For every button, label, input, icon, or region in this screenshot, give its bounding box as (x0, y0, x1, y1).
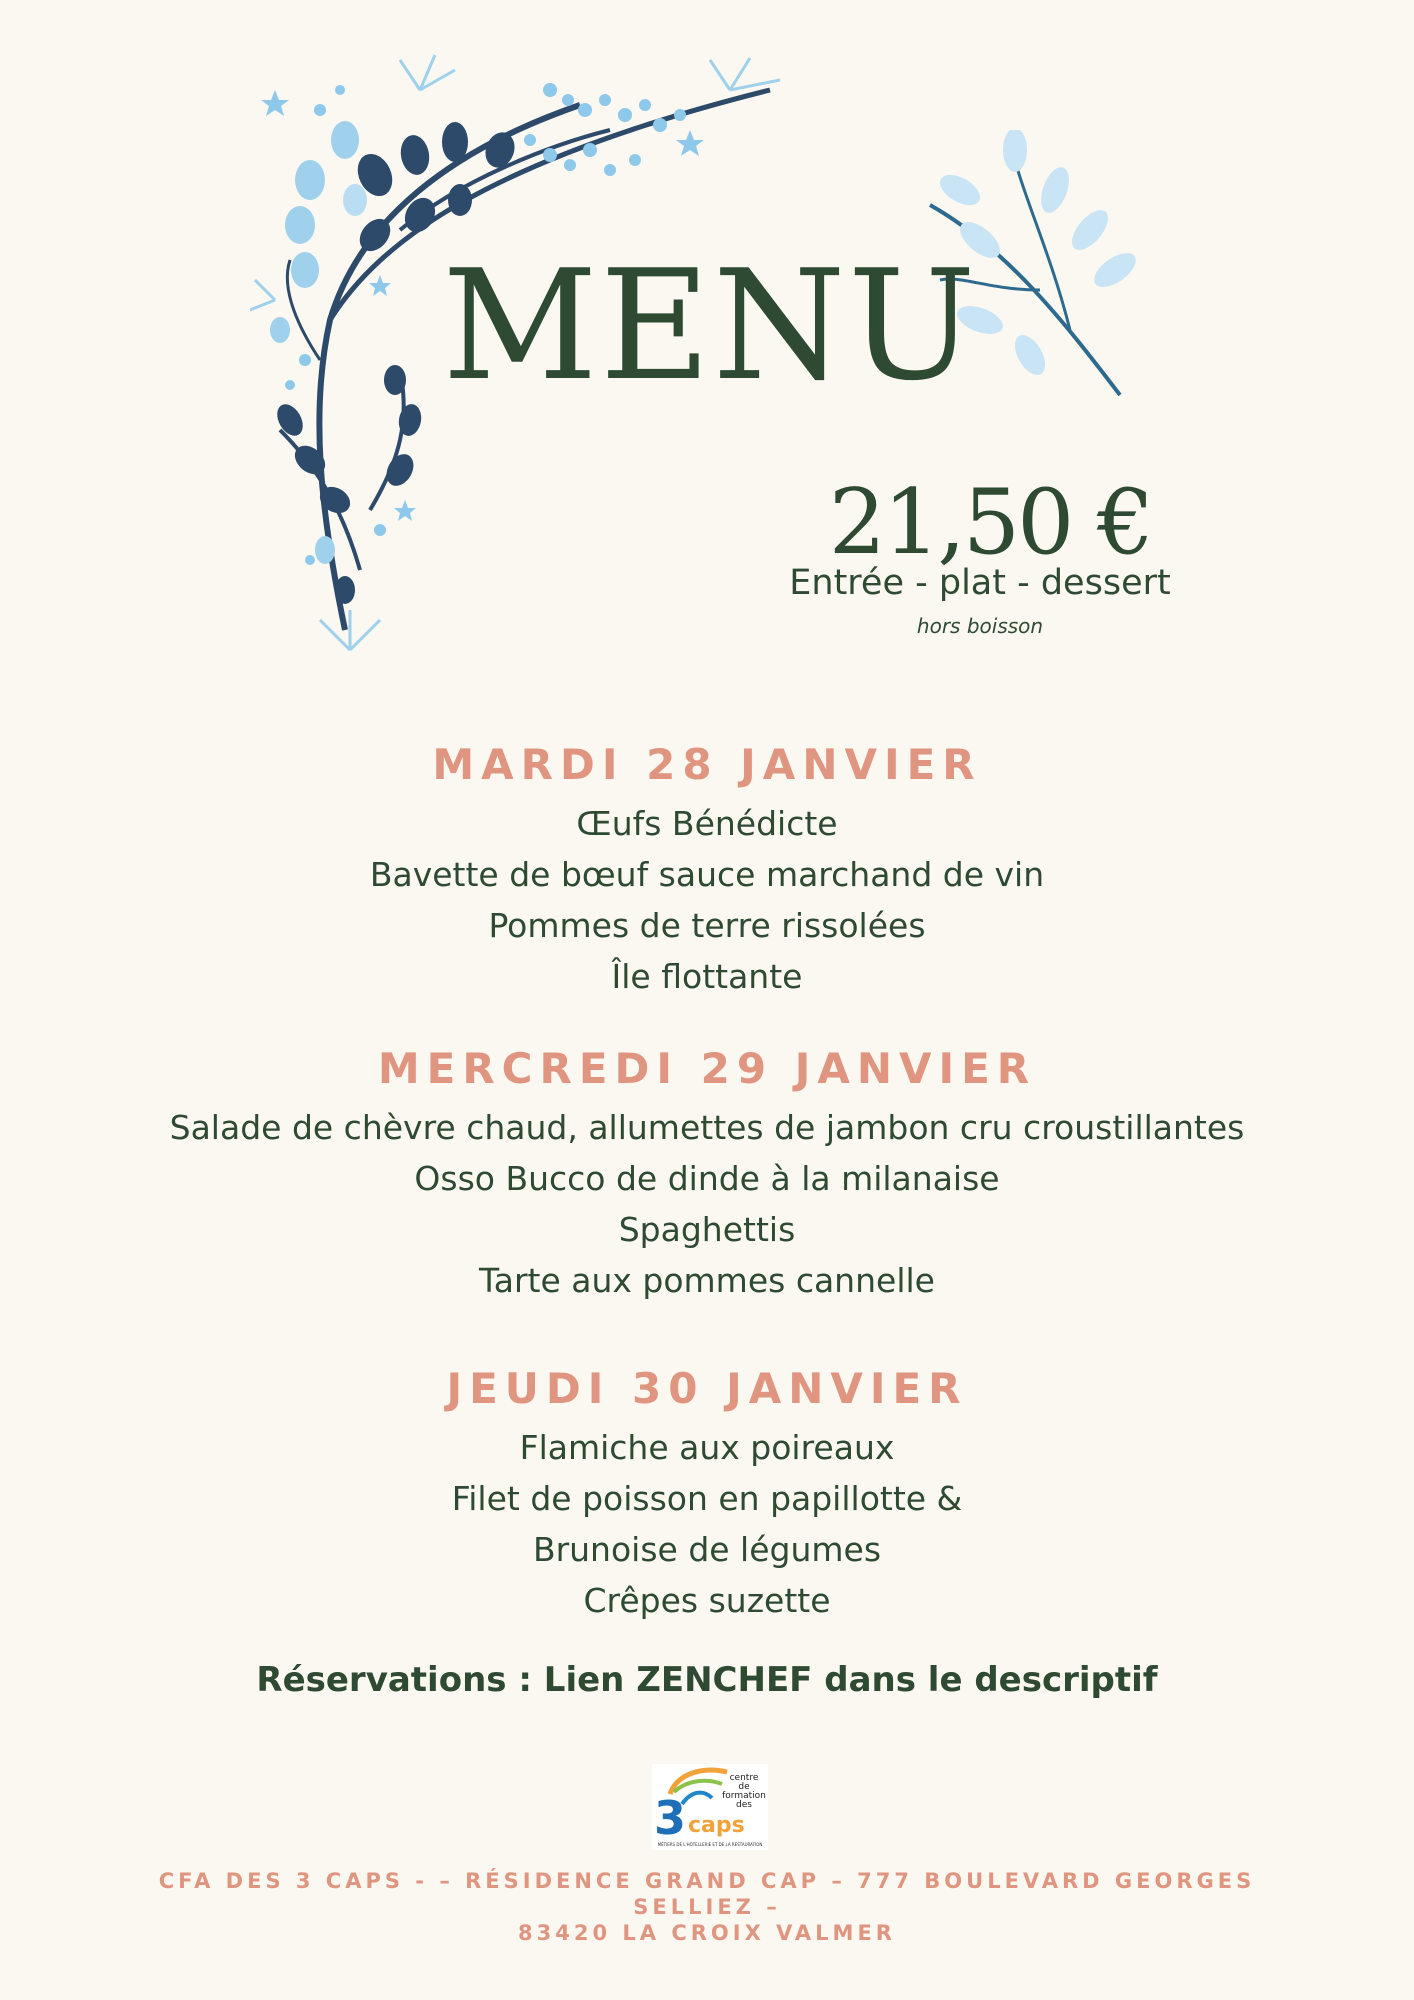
dish-item: Tarte aux pommes cannelle (479, 1261, 935, 1301)
svg-text:caps: caps (688, 1813, 745, 1838)
day-title: MARDI 28 JANVIER (432, 740, 982, 789)
dish-item: Brunoise de légumes (532, 1530, 882, 1570)
cfa-3-caps-logo (652, 1764, 768, 1850)
dish-item: Filet de poisson en papillotte & (451, 1479, 963, 1519)
dish-item: Flamiche aux poireaux (519, 1428, 895, 1468)
dish-item: Osso Bucco de dinde à la milanaise (414, 1159, 1000, 1199)
dish-item: Spaghettis (618, 1210, 796, 1250)
reservation-info: Réservations : Lien ZENCHEF dans le descriptif (256, 1660, 1158, 1700)
day-section-jeudi (0, 1364, 1414, 1626)
svg-text:centre: centre (729, 1773, 759, 1783)
menu-title: MENU (442, 237, 978, 414)
footer-address (120, 1868, 1294, 1946)
dish-item: Salade de chèvre chaud, allumettes de jambon cru croustillantes (169, 1108, 1245, 1148)
menu-formula: Entrée - plat - dessert (789, 563, 1171, 603)
dish-item: Œufs Bénédicte (576, 804, 838, 844)
drinks-excluded-note: hors boisson (916, 614, 1044, 638)
day-section-mardi (0, 740, 1414, 1002)
footer-address-line2: 83420 LA CROIX VALMER (518, 1921, 896, 1945)
menu-price: 21,50 € (828, 470, 1152, 575)
svg-text:des: des (736, 1800, 752, 1810)
dish-item: Pommes de terre rissolées (488, 906, 926, 946)
dish-item: Crêpes suzette (583, 1581, 831, 1621)
dish-item: Île flottante (611, 957, 803, 997)
day-title: JEUDI 30 JANVIER (446, 1364, 968, 1413)
svg-text:3: 3 (654, 1791, 687, 1845)
day-title: MERCREDI 29 JANVIER (377, 1044, 1037, 1093)
svg-text:formation: formation (722, 1791, 766, 1801)
svg-text:MÉTIERS DE L'HÔTELLERIE ET DE: MÉTIERS DE L'HÔTELLERIE ET DE LA RESTAURATION (657, 1842, 763, 1847)
dish-item: Bavette de bœuf sauce marchand de vin (369, 855, 1045, 895)
svg-text:de: de (738, 1782, 750, 1792)
day-section-mercredi (0, 1044, 1414, 1306)
footer-address-line1: CFA DES 3 CAPS - – RÉSIDENCE GRAND CAP – 777 BOULEVARD GEORGES SELLIEZ – (158, 1869, 1256, 1919)
